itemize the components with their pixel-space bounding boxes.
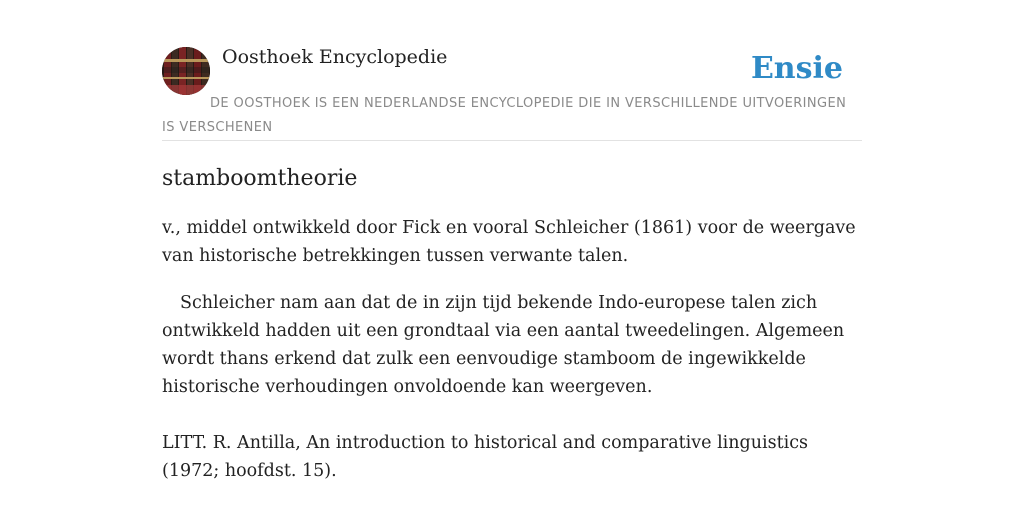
brand-logo[interactable]: Ensie xyxy=(750,51,843,86)
entry-paragraph-literature: LITT. R. Antilla, An introduction to historical and comparative linguistics (1972; hoofdst. 15). xyxy=(162,433,808,481)
site-title[interactable]: Oosthoek Encyclopedie xyxy=(222,46,448,68)
entry-title: stamboomtheorie xyxy=(162,166,358,191)
entry-paragraph-definition: v., middel ontwikkeld door Fick en vooral Schleicher (1861) voor de weergave van historische betrekkingen tussen verwante talen. xyxy=(162,218,856,266)
entry-paragraph-body: Schleicher nam aan dat de in zijn tijd bekende Indo-europese talen zich ontwikkeld hadden uit een grondtaal via een aantal tweedelingen. Algemeen wordt thans erkend dat zulk een eenvoudige stamboom de ingewikkelde historische verhoudingen onvoldoende kan weergeven. xyxy=(162,293,845,397)
site-tagline: DE OOSTHOEK IS EEN NEDERLANDSE ENCYCLOPEDIE DIE IN VERSCHILLENDE UITVOERINGEN IS VERSCHENEN xyxy=(162,96,847,135)
site-header xyxy=(162,46,862,141)
entry-content xyxy=(162,164,862,485)
book-spines-icon[interactable] xyxy=(162,47,210,95)
